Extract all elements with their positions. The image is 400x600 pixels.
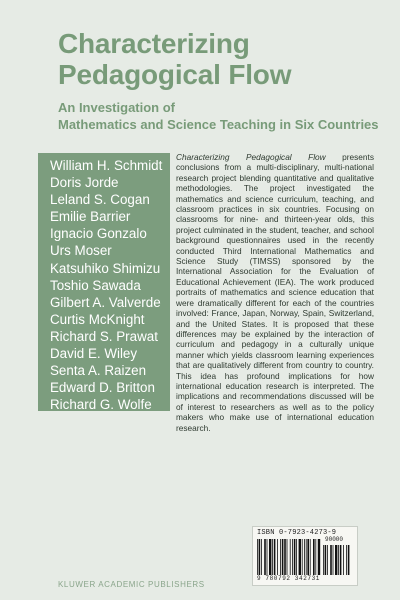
author-name: Gilbert A. Valverde: [50, 294, 161, 310]
book-title: Characterizing Pedagogical Flow: [58, 28, 292, 90]
author-name: Curtis McKnight: [50, 311, 145, 327]
authors-list: [38, 153, 170, 413]
barcode-number: 9 780792 342731: [257, 575, 321, 582]
author-name: Richard S. Prawat: [50, 328, 158, 344]
author-name: Doris Jorde: [50, 175, 119, 191]
author-name: Emilie Barrier: [50, 209, 131, 225]
barcode-supplement-bars: [323, 545, 351, 575]
author-name: Ignacio Gonzalo: [50, 226, 147, 242]
book-description: [176, 152, 374, 433]
description-body: presents conclusions from a multi-disciplinary, multi-national research project blending quantitative and qualitative methodologies. The project investigated the mathematics and science curriculum, teaching, and classroom practices in six countries. Focusing on classrooms for nine- and thirteen-year olds, this project culminated in the student, teacher, and school background questionnaires used in the recently conducted Third International Mathematics and Science Study (TIMSS) sponsored by the International Association for the Evaluation of Educational Achievement (IEA). The work produced portraits of mathematics and science education that were dramatically different for each of the countries involved: France, Japan, Norway, Spain, Switzerland, and the United States. It is proposed that these differences may be explained by the interaction of curriculum and pedagogy in a culturally unique manner which yields classroom learning experiences that are qualitatively different from country to country. This idea has profound implications for how international education research is interpreted. The implications and recommendations discussed will be of interest to researchers as well as to the policy makers who make use of international education research.: [176, 152, 374, 433]
publisher-name: KLUWER ACADEMIC PUBLISHERS: [58, 580, 205, 589]
subtitle-line-1: An Investigation of: [58, 100, 175, 115]
author-name: Toshio Sawada: [50, 277, 141, 293]
author-name: David E. Wiley: [50, 346, 138, 362]
author-name: Senta A. Raizen: [50, 363, 147, 379]
barcode-supplement-number: 90000: [325, 536, 344, 543]
authors-panel: [38, 153, 170, 411]
subtitle-line-2: Mathematics and Science Teaching in Six Countries: [58, 117, 379, 132]
author-name: Urs Moser: [50, 243, 112, 259]
isbn-label: ISBN 0-7923-4273-9: [257, 529, 337, 537]
author-name: Richard G. Wolfe: [50, 397, 152, 413]
author-name: William H. Schmidt: [50, 158, 163, 173]
barcode-main-bars: [257, 539, 321, 575]
author-name: Edward D. Britton: [50, 380, 155, 396]
book-subtitle: [58, 99, 388, 133]
author-name: Katsuhiko Shimizu: [50, 260, 161, 276]
isbn-barcode: [252, 526, 358, 586]
description-book-title: Characterizing Pedagogical Flow: [176, 152, 326, 162]
author-name: Leland S. Cogan: [50, 192, 150, 208]
